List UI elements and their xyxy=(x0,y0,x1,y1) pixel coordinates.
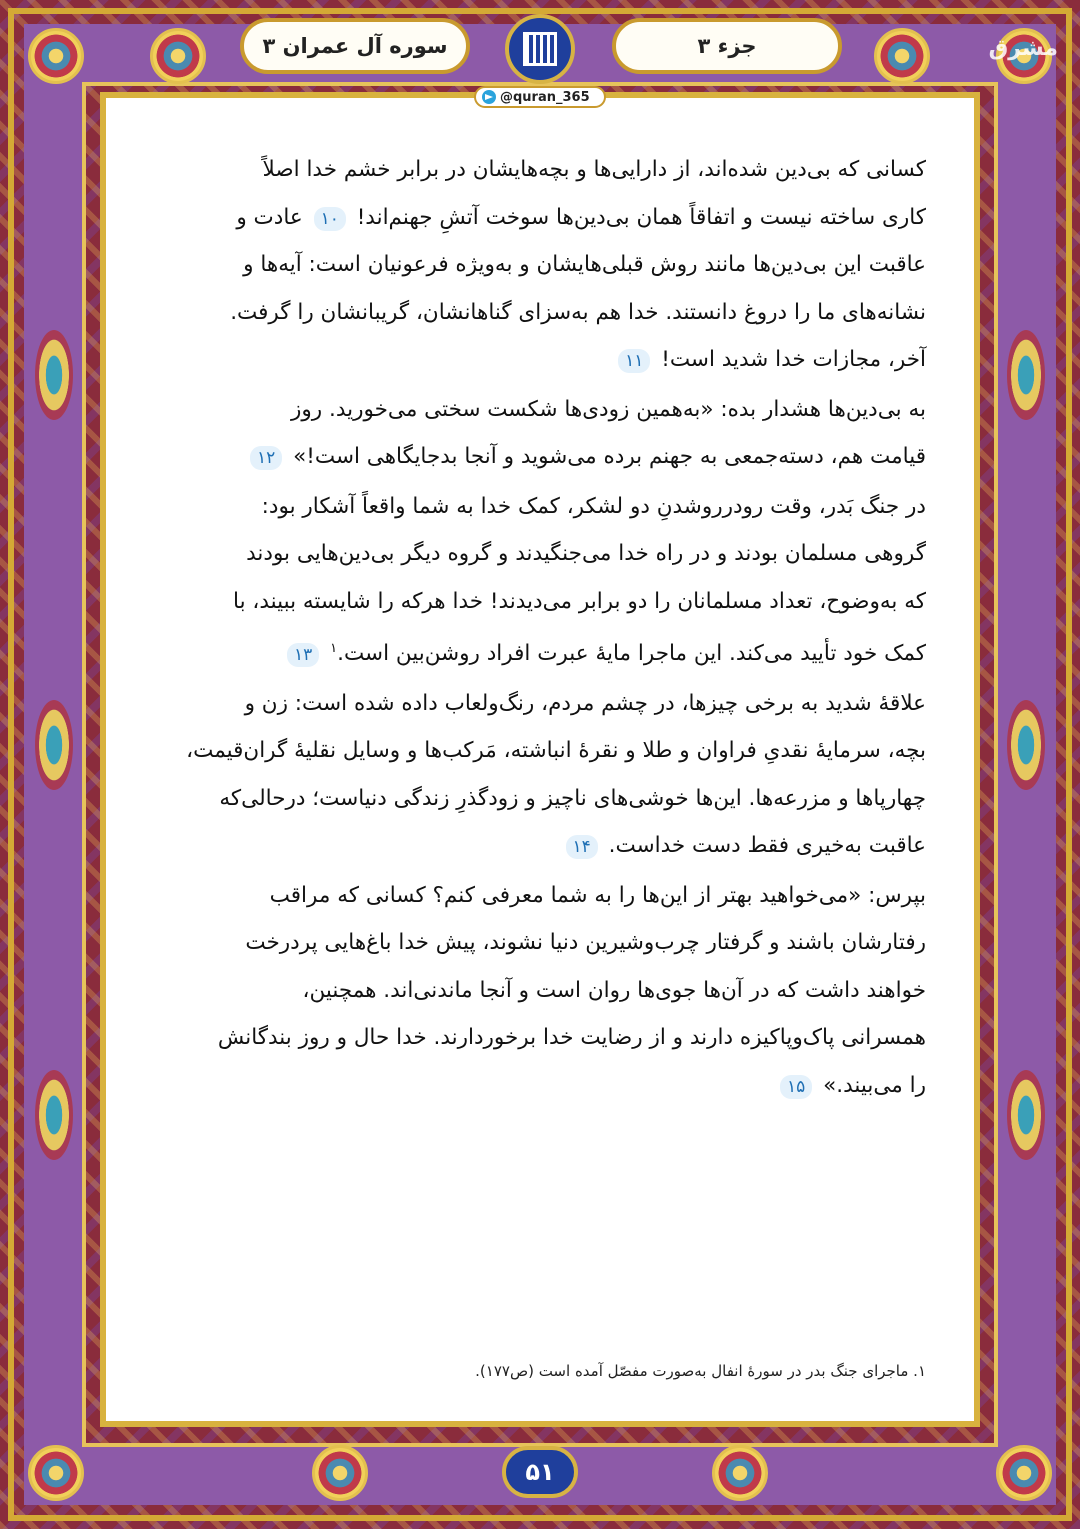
top-medallion-icon xyxy=(874,28,930,84)
page-number: ۵۱ xyxy=(502,1446,578,1498)
page-content xyxy=(106,98,974,1421)
telegram-icon xyxy=(482,90,496,104)
verse-number: ۱۰ xyxy=(314,207,346,231)
quran-logo-icon xyxy=(505,14,575,84)
footnote: ۱. ماجرای جنگ بدر در سورهٔ انفال به‌صورت مفصّل آمده است (ص۱۷۷). xyxy=(475,1362,926,1380)
paragraph: بپرس: «می‌خواهید بهتر از این‌ها را به شما معرفی کنم؟ کسانی که مراقب رفتارشان باشند و گرفتار چرب‌وشیرین دنیا نشوند، پیش خدا باغ‌هایی پردرخت خواهند داشت که در آن‌ها جوی‌ها روان است و آنجا ماندنی‌اند. همچنین، همسرانی پاک‌وپاکیزه دارند و از رضایت خدا برخوردارند. خدا حال و روز بندگانش را می‌بیند.» ۱۵ xyxy=(217,882,926,1098)
side-ornament-icon xyxy=(35,330,73,420)
surah-title: سوره آل عمران ۳ xyxy=(240,18,470,74)
handle-text: @quran_365 xyxy=(500,89,590,105)
paragraph: کسانی که بی‌دین شده‌اند، از دارایی‌ها و بچه‌هایشان در برابر خشم خدا اصلاً کاری ساخته نیست و اتفاقاً همان بی‌دین‌ها سوخت آتشِ جهنم‌اند! ۱۰ عادت و عاقبت این بی‌دین‌ها مانند روش قبلی‌هایشان و به‌ویژه فرعونیان است: آیه‌ها و نشانه‌های ما را دروغ دانستند. خدا هم به‌سزای گناهانشان، گریبانشان را گرفت. آخر، مجازات خدا شدید است! ۱۱ xyxy=(230,157,926,372)
footnote-marker: ۱ xyxy=(330,641,338,656)
side-ornament-icon xyxy=(1007,330,1045,420)
paragraph: به بی‌دین‌ها هشدار بده: «به‌همین زودی‌ها شکست سختی می‌خورید. روز قیامت هم، دسته‌جمعی به جهنم برده می‌شوید و آنجا بدجایگاهی است!» ۱۲ xyxy=(166,386,926,481)
side-ornament-icon xyxy=(35,1070,73,1160)
side-ornament-icon xyxy=(1007,1070,1045,1160)
verse-number: ۱۱ xyxy=(618,349,650,373)
bottom-medallion-icon xyxy=(312,1445,368,1501)
verse-number: ۱۲ xyxy=(250,446,282,470)
paragraph: علاقهٔ شدید به برخی چیزها، در چشم مردم، رنگ‌ولعاب داده شده است: زن و بچه، سرمایهٔ نقدیِ فراوان و طلا و نقرهٔ انباشته، مَرکب‌ها و وسایل نقلیهٔ گران‌قیمت، چهارپاها و مزرعه‌ها. این‌ها خوشی‌های ناچیز و زودگذرِ زندگی دنیاست؛ درحالی‌که عاقبت به‌خیری فقط دست خداست. ۱۴ xyxy=(186,690,926,859)
side-ornament-icon xyxy=(1007,700,1045,790)
bottom-medallion-icon xyxy=(712,1445,768,1501)
corner-medallion-icon xyxy=(996,1445,1052,1501)
side-ornament-icon xyxy=(35,700,73,790)
juz-label: جزء ۳ xyxy=(612,18,842,74)
corner-medallion-icon xyxy=(28,1445,84,1501)
watermark: مشرق xyxy=(988,36,1058,61)
quran-translation-text xyxy=(166,146,926,1111)
verse-number: ۱۴ xyxy=(566,835,598,859)
telegram-handle[interactable] xyxy=(474,86,606,108)
verse-number: ۱۵ xyxy=(780,1075,812,1099)
verse-number: ۱۳ xyxy=(287,643,319,667)
corner-medallion-icon xyxy=(28,28,84,84)
paragraph: در جنگ بَدر، وقت رودررو‌شدنِ دو لشکر، کمک خدا به شما واقعاً آشکار بود: گروهی مسلمان بودند و در راه خدا می‌جنگیدند و گروه دیگر بی‌دین‌هایی بودند که به‌وضوح، تعداد مسلمانان را دو برابر می‌دیدند! خدا هرکه را شایسته ببیند، با کمک خود تأیید می‌کند. این ماجرا مایهٔ عبرت افراد روشن‌بین است.$^۱$ ۱۳ xyxy=(233,493,926,667)
top-medallion-icon xyxy=(150,28,206,84)
